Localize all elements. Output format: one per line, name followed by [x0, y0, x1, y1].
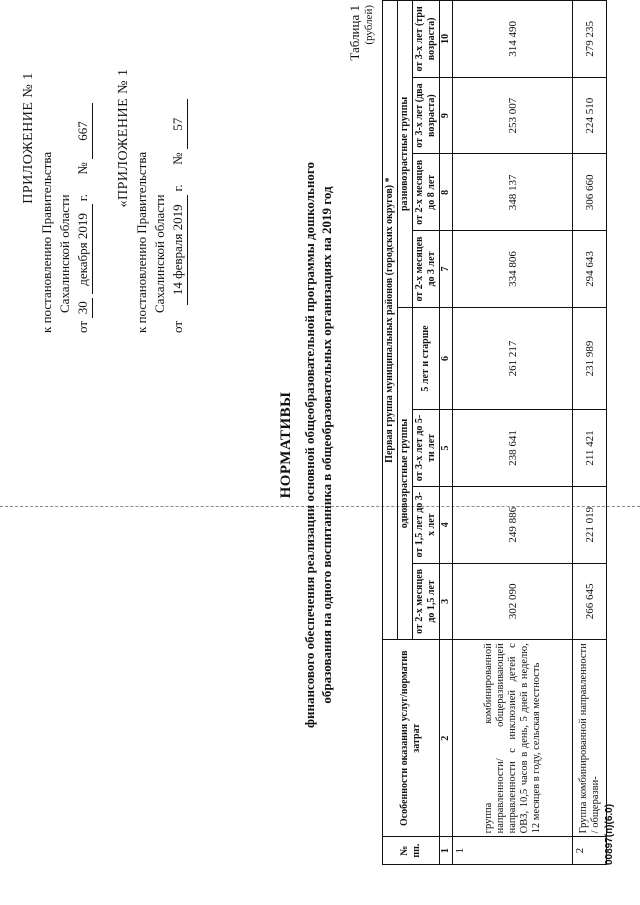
prev-date: 14 февраля 2019 — [169, 195, 188, 305]
appendix-date-line — [74, 3, 93, 333]
header-mixed-age: разновозрастные группы — [398, 1, 413, 308]
heading-subtitle-1: финансового обеспечения реализации основной общеобразовательной программы дошкольного — [302, 162, 317, 728]
header-col-10: от 3-х лет (три возраста) — [413, 1, 440, 78]
index-cell: 9 — [440, 77, 453, 154]
prev-appendix-line-2: Сахалинской области — [152, 194, 167, 313]
value-cell: 224 510 — [573, 77, 607, 154]
index-cell: 6 — [440, 307, 453, 409]
date-month-year: декабря 2019 — [74, 204, 93, 294]
document-code: 00897(п)(6.0) — [604, 803, 615, 865]
appendix-title: ПРИЛОЖЕНИЕ № 1 — [21, 72, 36, 204]
appendix-line-1: к постановлению Правительства — [39, 151, 54, 333]
row-description: Группа комбинированной направленности / общеразви- — [573, 640, 607, 837]
value-cell: 238 641 — [453, 410, 573, 487]
table-row — [573, 1, 607, 865]
header-col-3: от 2-х месяцев до 1,5 лет — [413, 563, 440, 640]
value-cell: 261 217 — [453, 307, 573, 409]
header-row-1 — [383, 1, 398, 865]
document-heading — [278, 75, 335, 815]
table-caption — [348, 5, 376, 85]
prev-appendix-line-1: к постановлению Правительства — [134, 151, 149, 333]
heading-subtitle-2: образования на одного воспитанника в общеобразовательных организациях на 2019 год — [319, 186, 334, 704]
prev-appendix-title: «ПРИЛОЖЕНИЕ № 1 — [116, 68, 131, 208]
appendix-line-2: Сахалинской области — [57, 194, 72, 313]
value-cell: 294 643 — [573, 231, 607, 308]
date-day: 30 — [74, 298, 93, 318]
value-cell: 266 645 — [573, 563, 607, 640]
table-caption-name: Таблица 1 — [347, 5, 362, 61]
header-col-9: от 3-х лет (два возраста) — [413, 77, 440, 154]
prev-appendix-number: 57 — [169, 99, 188, 149]
table-row — [453, 1, 573, 865]
header-col-8: от 2-х месяцев до 8 лет — [413, 154, 440, 231]
index-cell: 10 — [440, 1, 453, 78]
row-number: 2 — [573, 837, 607, 865]
index-cell: 8 — [440, 154, 453, 231]
value-cell: 253 007 — [453, 77, 573, 154]
value-cell: 302 090 — [453, 563, 573, 640]
value-cell: 221 019 — [573, 486, 607, 563]
appendix-number: 667 — [74, 103, 93, 159]
index-cell: 3 — [440, 563, 453, 640]
prev-date-prefix: от — [170, 320, 185, 333]
row-number: 1 — [453, 837, 573, 865]
header-same-age: одновозрастные группы — [398, 307, 413, 639]
header-col-7: от 2-х месяцев до 3 лет — [413, 231, 440, 308]
header-group: Первая группа муниципальных районов (городских округов) * — [383, 1, 398, 640]
value-cell: 231 989 — [573, 307, 607, 409]
value-cell: 249 886 — [453, 486, 573, 563]
prev-date-year-suffix: г. — [170, 184, 185, 192]
value-cell: 279 235 — [573, 1, 607, 78]
norms-table — [382, 0, 607, 865]
header-no: № пп. — [383, 837, 440, 865]
column-index-row — [440, 1, 453, 865]
index-cell: 4 — [440, 486, 453, 563]
date-year-suffix: г. — [75, 194, 90, 202]
value-cell: 314 490 — [453, 1, 573, 78]
index-cell: 1 — [440, 837, 453, 865]
table-caption-unit: (рублей) — [363, 5, 375, 45]
heading-title: НОРМАТИВЫ — [278, 391, 294, 499]
header-col-5: от 3-х лет до 5-ти лет — [413, 410, 440, 487]
appendix-block — [20, 3, 188, 333]
value-cell: 334 806 — [453, 231, 573, 308]
value-cell: 348 137 — [453, 154, 573, 231]
number-label: № — [75, 162, 90, 175]
header-features: Особенности оказания услуг/норматив затрат — [383, 640, 440, 837]
value-cell: 211 421 — [573, 410, 607, 487]
date-prefix: от — [75, 320, 90, 333]
index-cell: 5 — [440, 410, 453, 487]
index-cell: 7 — [440, 231, 453, 308]
header-col-4: от 1,5 лет до 3-х лет — [413, 486, 440, 563]
prev-number-label: № — [170, 152, 185, 165]
row-description: группа комбинированной направленности/ общеразвивающей направленности с инклюзией детей с ОВЗ, 10,5 часов в день, 5 дней в неделю, 12 месяцев в году, сельская местность — [453, 640, 573, 837]
header-col-6: 5 лет и старше — [413, 307, 440, 409]
prev-appendix-date-line — [169, 3, 188, 333]
index-cell: 2 — [440, 640, 453, 837]
value-cell: 306 660 — [573, 154, 607, 231]
